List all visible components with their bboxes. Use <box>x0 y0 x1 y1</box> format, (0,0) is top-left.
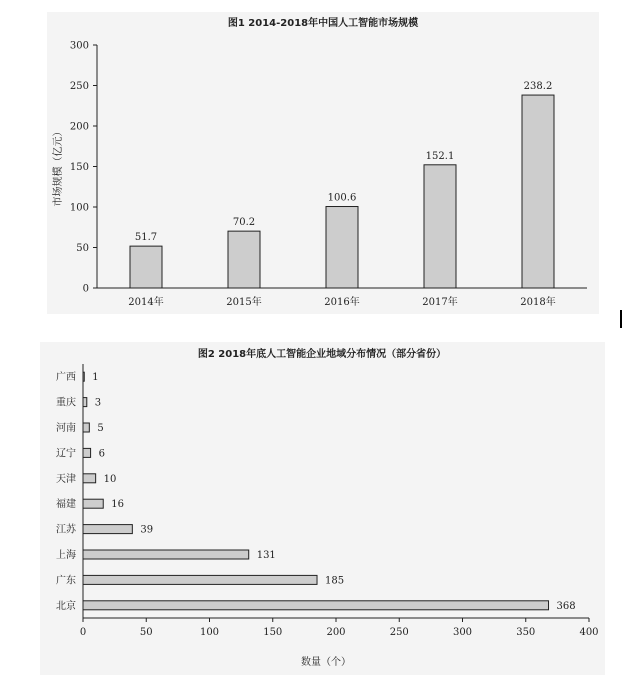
chart-1-y-tick-label: 300 <box>69 40 89 52</box>
chart-2-x-tick-label: 250 <box>389 627 409 638</box>
chart-1-data-label: 70.2 <box>232 217 256 229</box>
chart-2-x-tick-label: 50 <box>139 627 153 638</box>
chart-2-data-label: 3 <box>94 397 102 409</box>
chart-1-bar <box>228 231 260 288</box>
chart-1-bar <box>424 165 456 288</box>
chart-1-y-tick-label: 100 <box>69 202 89 214</box>
chart-2-bar <box>83 601 549 610</box>
chart-1-x-tick-label: 2016年 <box>324 297 360 308</box>
chart-1-ylabel: 市场规模（亿元） <box>53 126 64 207</box>
chart-2 <box>40 342 605 675</box>
chart-1-title: 图1 2014-2018年中国人工智能市场规模 <box>227 18 419 29</box>
chart-2-x-tick-label: 0 <box>79 627 87 638</box>
chart-2-y-tick-label: 上海 <box>56 550 76 561</box>
chart-2-data-label: 10 <box>103 473 117 485</box>
chart-1-data-label: 152.1 <box>425 150 455 162</box>
chart-2-data-label: 5 <box>97 423 104 434</box>
chart-2-y-tick-label: 广东 <box>56 575 76 587</box>
chart-2-x-tick-label: 100 <box>199 627 220 638</box>
chart-2-x-tick-label: 350 <box>516 627 536 638</box>
chart-2-bar <box>83 499 103 508</box>
chart-2-bar <box>83 525 132 534</box>
chart-2-y-tick-label: 天津 <box>56 473 76 485</box>
chart-1-x-tick-label: 2014年 <box>128 297 164 308</box>
chart-2-bar <box>83 575 317 584</box>
chart-2-data-label: 6 <box>98 448 105 460</box>
chart-2-bar <box>83 423 89 432</box>
chart-2-x-tick-label: 400 <box>579 627 599 638</box>
chart-2-bar <box>83 372 84 381</box>
chart-1-data-label: 100.6 <box>327 192 357 204</box>
text-cursor <box>620 310 622 328</box>
chart-2-y-tick-label: 北京 <box>56 600 76 612</box>
chart-1-y-tick-label: 150 <box>69 162 89 173</box>
chart-1 <box>47 12 599 314</box>
chart-1-y-tick-label: 250 <box>69 81 89 92</box>
chart-2-y-tick-label: 重庆 <box>56 397 76 409</box>
chart-2-panel <box>40 342 605 675</box>
chart-2-data-label: 39 <box>140 524 154 536</box>
chart-2-y-tick-label: 辽宁 <box>56 448 76 460</box>
chart-1-bar <box>522 95 554 288</box>
chart-2-data-label: 16 <box>111 499 124 511</box>
chart-1-data-label: 51.7 <box>134 232 158 244</box>
chart-2-y-tick-label: 广西 <box>56 372 76 384</box>
chart-1-bar <box>130 246 162 288</box>
chart-1-bar <box>326 207 358 288</box>
chart-2-x-tick-label: 300 <box>452 627 473 638</box>
chart-1-panel <box>47 12 599 314</box>
chart-2-data-label: 368 <box>556 600 576 612</box>
chart-2-bar <box>83 448 91 457</box>
chart-2-bar <box>83 398 87 407</box>
chart-2-data-label: 1 <box>92 372 99 384</box>
chart-1-x-tick-label: 2017年 <box>422 297 458 308</box>
chart-2-y-tick-label: 河南 <box>56 423 76 434</box>
chart-1-y-tick-label: 50 <box>76 243 89 254</box>
chart-2-xlabel: 数量（个） <box>301 657 351 668</box>
chart-2-data-label: 131 <box>256 550 276 561</box>
chart-1-x-tick-label: 2015年 <box>226 297 262 308</box>
chart-1-x-tick-label: 2018年 <box>520 297 556 308</box>
chart-2-data-label: 185 <box>325 575 345 587</box>
chart-2-y-tick-label: 福建 <box>56 499 76 511</box>
chart-1-y-tick-label: 0 <box>82 283 89 295</box>
chart-1-data-label: 238.2 <box>523 81 553 93</box>
chart-2-title: 图2 2018年底人工智能企业地域分布情况（部分省份） <box>197 349 447 360</box>
chart-2-x-tick-label: 200 <box>326 627 346 638</box>
chart-2-bar <box>83 550 249 559</box>
chart-2-bar <box>83 474 96 483</box>
chart-2-y-tick-label: 江苏 <box>56 524 76 536</box>
chart-1-y-tick-label: 200 <box>69 121 89 133</box>
chart-2-x-tick-label: 150 <box>263 627 283 638</box>
